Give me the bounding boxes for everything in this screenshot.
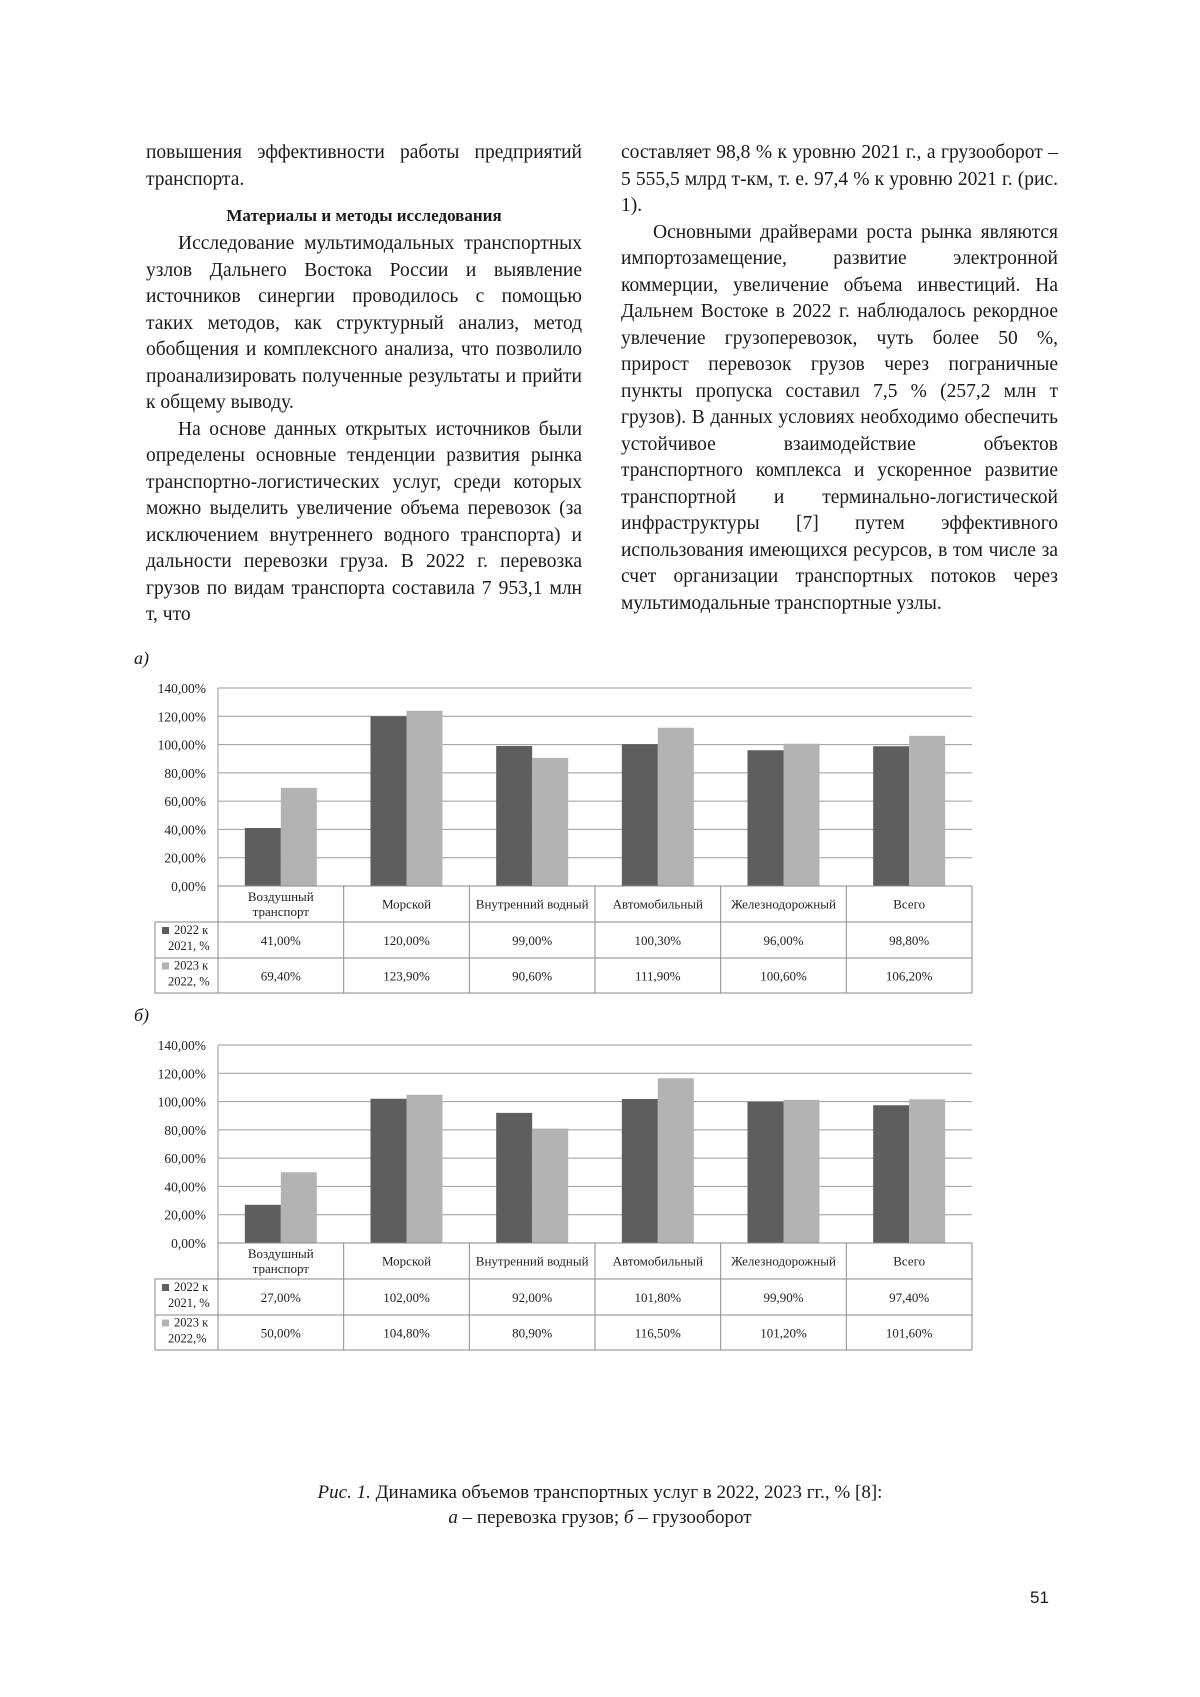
bar-series1 [873, 746, 909, 886]
caption-letter-a: а [448, 1507, 458, 1528]
caption-letter-b: б [623, 1507, 634, 1528]
y-tick-label: 60,00% [164, 1151, 206, 1167]
category-label: Морской [381, 1253, 432, 1269]
y-tick-label: 0,00% [171, 879, 206, 894]
bar-series1 [622, 744, 658, 886]
category-label: Воздушный [247, 889, 314, 904]
category-label: Всего [893, 896, 926, 912]
table-value: 111,90% [635, 968, 681, 984]
paragraph: Исследование мультимодальных транспортных узлов Дальнего Востока России и выявление источников синергии проводилось с помощью таких методов, как структурный анализ, метод обобщения и комплексного анализа, что позволило проанализировать полученные результаты и прийти к общему выводу. [146, 233, 582, 413]
legend-label: 2021, % [168, 939, 210, 953]
table-value: 97,40% [889, 1290, 930, 1305]
bar-series1 [245, 1205, 281, 1243]
page-number: 51 [1030, 1588, 1049, 1607]
legend-label: 2021, % [168, 1296, 210, 1310]
bar-series2 [532, 1129, 568, 1243]
table-value: 90,60% [512, 968, 553, 984]
y-tick-label: 20,00% [164, 1207, 206, 1223]
legend-label: 2022 к [174, 1280, 209, 1294]
text-column-right [621, 140, 1058, 617]
y-tick-label: 40,00% [164, 822, 206, 838]
category-label: Внутренний водный [475, 896, 589, 912]
legend-swatch [162, 927, 169, 934]
table-value: 102,00% [383, 1290, 430, 1305]
text-column-left [146, 140, 582, 629]
y-tick-label: 100,00% [157, 737, 206, 753]
bar-series2 [909, 1099, 945, 1243]
category-label: транспорт [252, 904, 309, 919]
caption-figure-number: Рис. 1. [317, 1482, 371, 1503]
table-value: 50,00% [260, 1325, 301, 1341]
bar-series1 [496, 746, 532, 886]
category-label: транспорт [252, 1261, 309, 1276]
table-value: 69,40% [260, 968, 301, 984]
legend-swatch [162, 963, 169, 970]
legend-swatch [162, 1320, 169, 1327]
bar-series2 [407, 711, 443, 886]
table-value: 98,80% [889, 933, 930, 948]
bar-series2 [784, 744, 820, 886]
bar-series2 [281, 788, 317, 886]
bar-series1 [873, 1105, 909, 1243]
category-label: Воздушный [247, 1246, 314, 1261]
y-tick-label: 60,00% [164, 794, 206, 810]
table-value: 80,90% [512, 1325, 553, 1341]
legend-swatch [162, 1284, 169, 1291]
bar-series1 [748, 750, 784, 886]
category-label: Всего [893, 1253, 926, 1269]
bar-series1 [496, 1113, 532, 1243]
bar-series1 [245, 828, 281, 886]
caption-title: Динамика объемов транспортных услуг в 2022, 2023 гг., % [8]: [370, 1482, 883, 1503]
table-value: 116,50% [634, 1325, 681, 1341]
y-tick-label: 120,00% [157, 709, 206, 725]
panel-label-b: б) [134, 1005, 150, 1025]
section-heading: Материалы и методы исследования [226, 206, 502, 225]
bar-series1 [748, 1102, 784, 1243]
legend-label: 2023 к [174, 958, 209, 973]
caption-text-b: – грузооборот [633, 1507, 752, 1528]
bar-series2 [658, 728, 694, 886]
bar-series2 [909, 736, 945, 886]
paragraph: На основе данных открытых источников были определены основные тенденции развития рынка транспортно-логистических услуг, среди которых можно выделить увеличение объема перевозок (за исключением внутреннего водного транспорта) и дальности перевозки груза. В 2022 г. перевозка грузов по видам транспорта составила 7 953,1 млн т, что [146, 418, 582, 625]
category-label: Железнодорожный [731, 896, 836, 912]
table-value: 120,00% [383, 933, 430, 948]
table-value: 92,00% [512, 1290, 553, 1305]
table-value: 99,00% [512, 933, 553, 948]
category-label: Морской [381, 896, 432, 912]
bar-series2 [532, 758, 568, 886]
table-value: 104,80% [383, 1325, 430, 1341]
legend-label: 2022, % [168, 974, 210, 989]
chart-freight-volume [0, 670, 1200, 1015]
table-value: 101,60% [885, 1325, 933, 1341]
panel-label-a: а) [134, 648, 149, 668]
y-tick-label: 40,00% [164, 1179, 206, 1195]
y-tick-label: 80,00% [164, 1122, 206, 1138]
bar-series1 [371, 716, 407, 886]
table-value: 41,00% [260, 933, 301, 948]
caption-text-a: – перевозка грузов; [457, 1507, 624, 1528]
bar-series2 [658, 1078, 694, 1243]
table-value: 101,20% [760, 1325, 807, 1341]
table-value: 100,60% [760, 968, 807, 984]
chart-freight-turnover [0, 1027, 1200, 1372]
category-label: Внутренний водный [475, 1253, 589, 1269]
bar-series1 [371, 1099, 407, 1243]
y-tick-label: 0,00% [171, 1236, 206, 1251]
bar-series1 [622, 1099, 658, 1243]
table-value: 99,90% [763, 1290, 804, 1305]
bar-series2 [784, 1100, 820, 1243]
bar-series2 [407, 1095, 443, 1243]
legend-label: 2022 к [174, 923, 209, 937]
y-tick-label: 140,00% [157, 681, 206, 696]
y-tick-label: 20,00% [164, 850, 206, 866]
category-label: Автомобильный [612, 896, 703, 912]
category-label: Железнодорожный [731, 1253, 836, 1269]
table-value: 106,20% [885, 968, 933, 984]
y-tick-label: 140,00% [157, 1038, 206, 1053]
legend-label: 2023 к [174, 1315, 209, 1330]
bar-series2 [281, 1172, 317, 1243]
table-value: 123,90% [383, 968, 430, 984]
table-value: 101,80% [634, 1290, 682, 1305]
table-value: 100,30% [634, 933, 682, 948]
y-tick-label: 80,00% [164, 765, 206, 781]
y-tick-label: 100,00% [157, 1094, 206, 1110]
paragraph: повышения эффективности работы предприятий транспорта. [146, 142, 582, 190]
paragraph: Основными драйверами роста рынка являются импортозамещение, развитие электронной коммерции, увеличение объема инвестиций. На Дальнем Востоке в 2022 г. наблюдалось рекордное увлечение грузоперевозок, чуть более 50 %, прирост перевозок грузов через пограничные пункты пропуска составил 7,5 % (257,2 млн т грузов). В данных условиях необходимо обеспечить устойчивое взаимодействие объектов транспортного комплекса и ускоренное развитие транспортной и терминально-логистической инфраструктуры [7] путем эффективного использования имеющихся ресурсов, в том числе за счет организации транспортных потоков через мультимодальные транспортные узлы. [621, 221, 1058, 614]
table-value: 96,00% [763, 933, 804, 948]
y-tick-label: 120,00% [157, 1066, 206, 1082]
table-value: 27,00% [260, 1290, 301, 1305]
figure-caption [0, 1480, 1200, 1530]
paragraph: составляет 98,8 % к уровню 2021 г., а грузооборот – 5 555,5 млрд т-км, т. е. 97,4 % к уровню 2021 г. (рис. 1). [621, 142, 1058, 216]
category-label: Автомобильный [612, 1253, 703, 1269]
legend-label: 2022,% [168, 1331, 207, 1346]
